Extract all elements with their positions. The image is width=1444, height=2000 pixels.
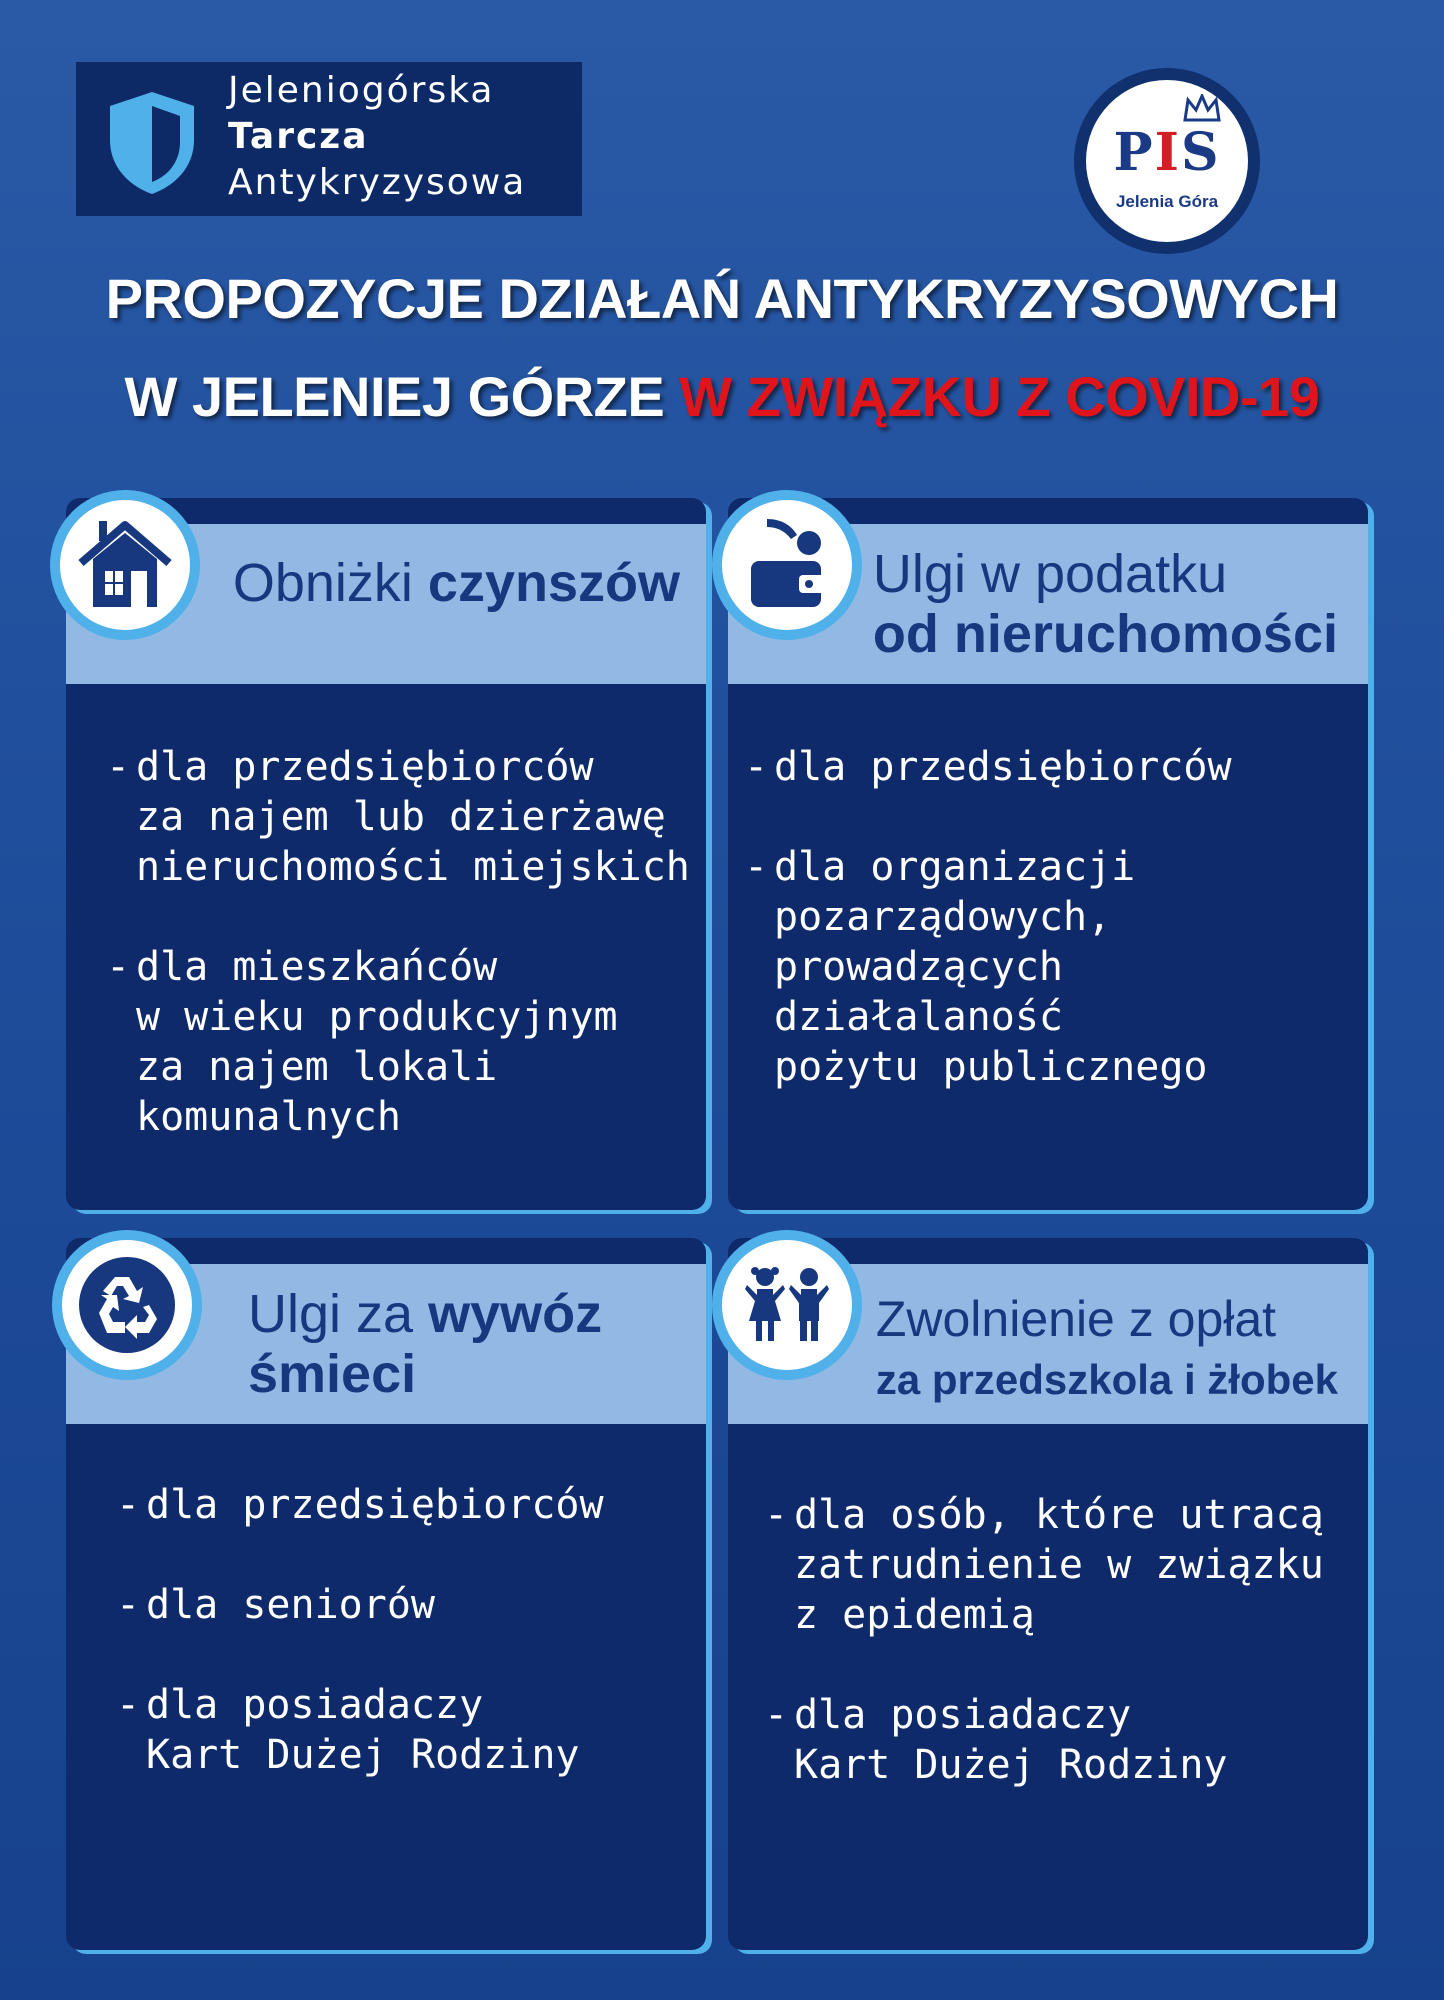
list-item: - dla przedsiębiorców za najem lub dzierżawę nieruchomości miejskich	[106, 744, 690, 890]
card-rent-reduction	[66, 490, 722, 1214]
card-property-tax-relief	[728, 490, 1384, 1214]
card-title-regular: Ulgi w podatku	[872, 544, 1228, 604]
party-logo-inner	[1086, 80, 1248, 242]
recycle-icon	[77, 1255, 177, 1355]
card-title-bold: wywóz	[428, 1284, 603, 1344]
card-title-bold: za przedszkola i żłobek	[875, 1356, 1338, 1403]
card-body	[106, 742, 696, 1192]
title-red-part: W ZWIĄZKU Z COVID-19	[679, 365, 1320, 428]
shield-icon	[102, 88, 202, 198]
brand-line-2: Tarcza	[228, 116, 369, 157]
children-icon	[737, 1255, 837, 1355]
party-letter-p: P	[1113, 122, 1155, 183]
list-item: - dla przedsiębiorców	[744, 744, 1232, 790]
card-body	[764, 1490, 1354, 1840]
list-item-text: dla przedsiębiorców	[774, 744, 1232, 790]
list-item: - dla posiadaczy Kart Dużej Rodziny	[116, 1682, 580, 1778]
card-waste-collection-relief	[66, 1230, 722, 1954]
list-item-text: dla przedsiębiorców	[146, 1482, 604, 1528]
card-title-bold: od nieruchomości	[872, 604, 1338, 664]
brand-line-1: Jeleniogórska	[228, 70, 495, 111]
card-title	[248, 1284, 602, 1404]
list-item: - dla przedsiębiorców	[116, 1482, 604, 1528]
page-title-line-1: PROPOZYCJE DZIAŁAŃ ANTYKRYZYSOWYCH	[105, 267, 1339, 330]
card-title-bold-2: śmieci	[248, 1344, 417, 1404]
party-logo	[1074, 68, 1260, 254]
card-title	[233, 552, 680, 614]
list-item-text: dla posiadaczy Kart Dużej Rodziny	[794, 1692, 1228, 1788]
card-title-regular: Ulgi za	[248, 1284, 429, 1344]
list-item: - dla organizacji pozarządowych, prowadzących działalaność pożytu publicznego	[744, 842, 1364, 1092]
card-title	[876, 1290, 1338, 1409]
party-logo-city: Jelenia Góra	[1115, 192, 1219, 211]
card-badge	[712, 490, 862, 640]
title-white-part: W JELENIEJ GÓRZE	[124, 365, 680, 428]
party-letter-i: I	[1154, 122, 1181, 183]
list-item-text: dla posiadaczy Kart Dużej Rodziny	[146, 1682, 580, 1778]
list-item-text: dla organizacji pozarządowych, prowadzących działalaność pożytu publicznego	[774, 844, 1208, 1090]
brand-text	[228, 68, 526, 206]
card-title-regular: Zwolnienie z opłat	[875, 1291, 1277, 1347]
page-title-line-2	[0, 364, 1444, 429]
card-body	[744, 742, 1364, 1142]
wallet-coin-icon	[737, 515, 837, 615]
card-kindergarten-fee-exemption	[728, 1230, 1384, 1954]
house-icon	[75, 515, 175, 615]
party-letter-s: S	[1180, 122, 1221, 183]
card-badge	[712, 1230, 862, 1380]
brand-logo	[76, 62, 582, 216]
party-logo-word	[1086, 122, 1248, 183]
list-item: - dla posiadaczy Kart Dużej Rodziny	[764, 1692, 1228, 1788]
card-title-regular: Obniżki	[232, 553, 428, 613]
brand-line-3: Antykryzysowa	[228, 162, 527, 203]
list-item: - dla mieszkańców w wieku produkcyjnym za najem lokali komunalnych	[106, 944, 618, 1140]
list-item: - dla seniorów	[116, 1582, 435, 1628]
list-item-text: dla seniorów	[146, 1582, 435, 1628]
list-item: - dla osób, które utracą zatrudnienie w związku z epidemią	[764, 1492, 1324, 1638]
crown-icon	[1182, 94, 1222, 124]
list-item-text: dla mieszkańców w wieku produkcyjnym za najem lokali komunalnych	[136, 944, 618, 1140]
card-body	[116, 1480, 706, 1830]
list-item-text: dla osób, które utracą zatrudnienie w związku z epidemią	[794, 1492, 1324, 1638]
card-title	[873, 544, 1338, 664]
card-title-bold: czynszów	[427, 553, 680, 613]
card-badge	[52, 1230, 202, 1380]
card-badge	[50, 490, 200, 640]
list-item-text: dla przedsiębiorców za najem lub dzierżawę nieruchomości miejskich	[136, 744, 690, 890]
